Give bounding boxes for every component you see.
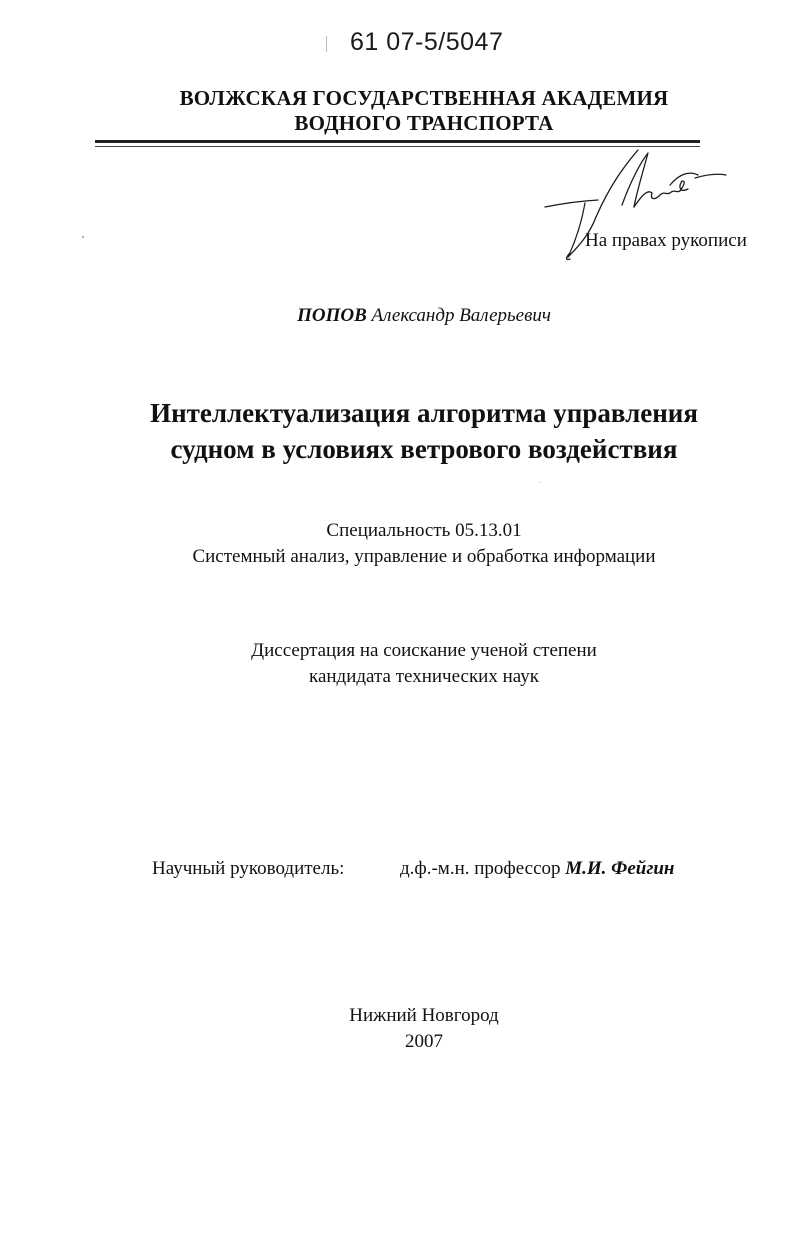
manuscript-rights-note: На правах рукописи [585, 230, 747, 251]
catalog-number: 61 07-5/5047 [350, 28, 504, 56]
stamp-mark [326, 36, 327, 52]
specialty-name: Системный анализ, управление и обработка информации [192, 546, 656, 567]
supervisor-credentials: д.ф.-м.н. профессор [400, 858, 561, 879]
degree-block [0, 638, 797, 690]
specialty-code: Специальность 05.13.01 [326, 520, 522, 541]
organization-header [0, 86, 797, 136]
title-line-2: судном в условиях ветрового воздействия [170, 434, 678, 464]
place-and-year [0, 1003, 797, 1055]
organization-line-1: ВОЛЖСКАЯ ГОСУДАРСТВЕННАЯ АКАДЕМИЯ [179, 86, 669, 110]
city: Нижний Новгород [349, 1005, 499, 1026]
header-rule-thick [95, 140, 700, 143]
supervisor-info [400, 858, 674, 880]
specialty-block [0, 518, 797, 570]
degree-line-1: Диссертация на соискание ученой степени [251, 640, 597, 661]
supervisor-label: Научный руководитель: [152, 858, 345, 879]
year: 2007 [405, 1031, 443, 1052]
supervisor-name: М.И. Фейгин [565, 858, 675, 879]
author-surname: ПОПОВ [297, 305, 367, 326]
author-given-names: Александр Валерьевич [371, 305, 551, 326]
scan-speck [540, 482, 541, 483]
organization-line-2: ВОДНОГО ТРАНСПОРТА [294, 111, 554, 135]
degree-line-2: кандидата технических наук [309, 666, 539, 687]
scan-speck [82, 236, 84, 238]
title-line-1: Интеллектуализация алгоритма управления [150, 398, 698, 428]
dissertation-title [0, 395, 797, 467]
author-name [0, 305, 797, 327]
